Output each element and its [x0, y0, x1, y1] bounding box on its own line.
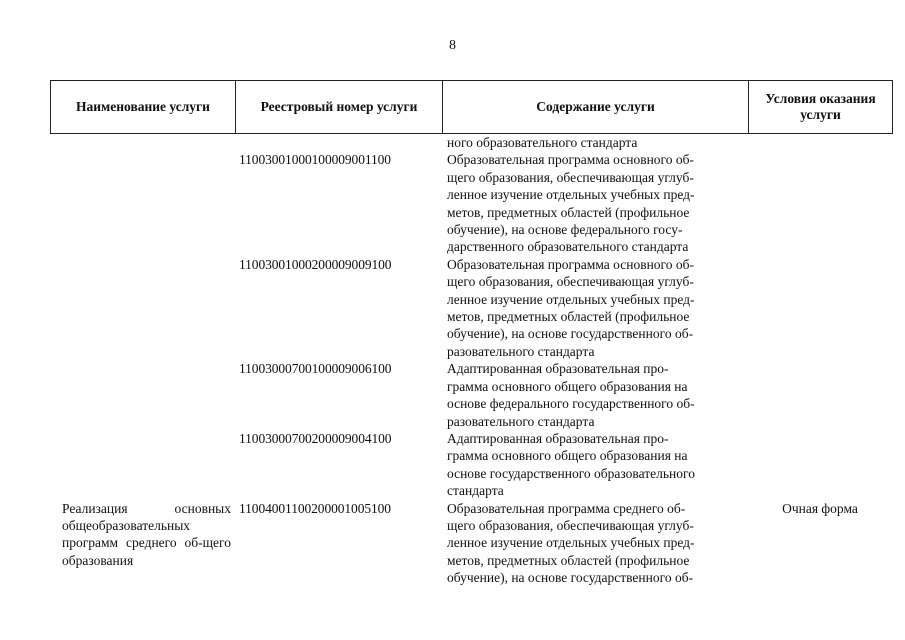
- table-row: [50, 430, 892, 500]
- service-content-cell: Адаптированная образовательная про- грамма основного общего образования на основе государственного образовательного стандарта: [447, 430, 695, 499]
- service-content-cell: Образовательная программа среднего об- щего образования, обеспечивающая углуб- ленное изучение отдельных учебных пред- метов, предметных областей (профильное обучение), на основе государственного об-: [447, 500, 695, 586]
- registry-number-cell: 11003000700100009006100: [239, 361, 392, 377]
- header-service-content: Содержание услуги: [443, 81, 749, 134]
- services-table-header: [50, 80, 893, 134]
- service-conditions-cell: Очная форма: [782, 500, 858, 516]
- registry-number-cell: 11003001000200009009100: [239, 256, 392, 272]
- header-service-name: Наименование услуги: [51, 81, 236, 134]
- registry-number-cell: 11004001100200001005100: [239, 500, 391, 516]
- table-row: [50, 500, 892, 587]
- service-name-cell: Реализация основных общеобразовательных программ среднего об-щего образования: [62, 500, 231, 568]
- registry-number-cell: 11003000700200009004100: [239, 430, 392, 446]
- services-table-body: [50, 134, 892, 587]
- header-service-conditions: Условия оказания услуги: [749, 81, 893, 134]
- service-content-cell: Образовательная программа основного об- щего образования, обеспечивающая углуб- ленное изучение отдельных учебных пред- метов, предметных областей (профильное обучение), на основе государственного об- разовательного стандарта: [447, 256, 695, 359]
- table-row: [50, 256, 892, 360]
- service-content-cell: Образовательная программа основного об- щего образования, обеспечивающая углуб- ленное изучение отдельных учебных пред- метов, предметных областей (профильное обучение), на основе федерального госу- дарственного образовательного стандарта: [447, 152, 695, 255]
- header-row: [51, 81, 893, 134]
- service-content-cell: ного образовательного стандарта: [447, 135, 638, 150]
- registry-number-cell: 11003001000100009001100: [239, 152, 391, 168]
- table-row: [50, 151, 892, 255]
- service-content-cell: Адаптированная образовательная про- грамма основного общего образования на основе федерального государственного об- разовательного стандарта: [447, 361, 695, 429]
- table-row: [50, 360, 892, 430]
- header-registry-number: Реестровый номер услуги: [236, 81, 443, 134]
- page-number: 8: [449, 38, 456, 53]
- table-row: [50, 134, 892, 151]
